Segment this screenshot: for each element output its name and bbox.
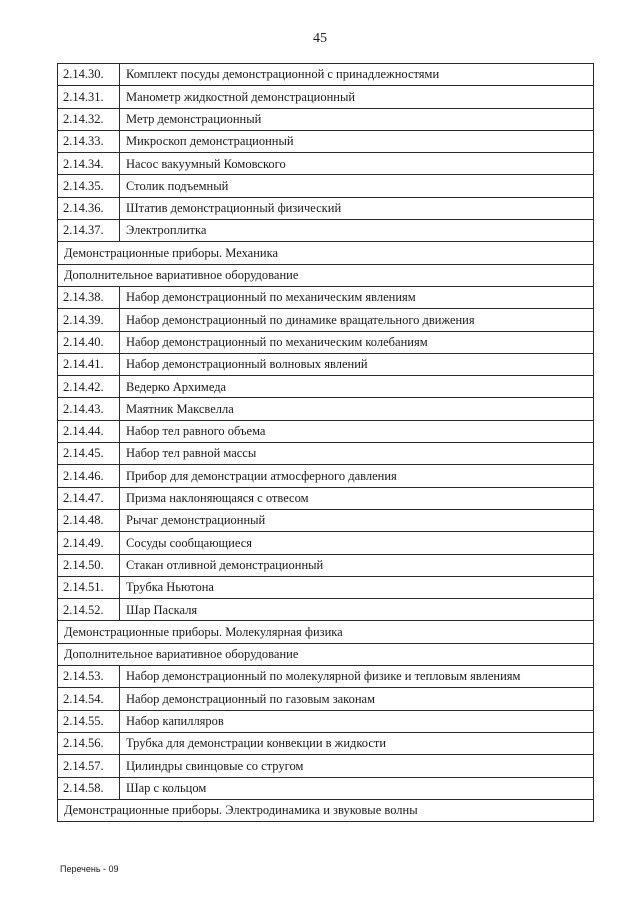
section-row [58,264,594,286]
table-row [58,688,594,710]
table-row [58,509,594,531]
item-name: Метр демонстрационный [120,108,594,130]
item-name: Призма наклоняющаяся с отвесом [120,487,594,509]
item-number: 2.14.50. [58,554,120,576]
item-number: 2.14.57. [58,755,120,777]
section-heading: Демонстрационные приборы. Электродинамика и звуковые волны [58,799,594,821]
table-row [58,86,594,108]
item-name: Цилиндры свинцовые со стругом [120,755,594,777]
table-row [58,353,594,375]
table-row [58,465,594,487]
section-heading: Демонстрационные приборы. Механика [58,242,594,264]
table-row [58,153,594,175]
item-number: 2.14.56. [58,732,120,754]
section-row [58,621,594,643]
item-name: Стакан отливной демонстрационный [120,554,594,576]
item-name: Столик подъемный [120,175,594,197]
equipment-table [57,63,594,822]
section-row [58,643,594,665]
table-row [58,755,594,777]
item-number: 2.14.58. [58,777,120,799]
item-name: Набор капилляров [120,710,594,732]
table-row [58,732,594,754]
item-name: Шар с кольцом [120,777,594,799]
item-name: Набор демонстрационный по механическим явлениям [120,286,594,308]
item-name: Рычаг демонстрационный [120,509,594,531]
item-number: 2.14.39. [58,309,120,331]
item-number: 2.14.38. [58,286,120,308]
item-number: 2.14.51. [58,576,120,598]
item-number: 2.14.48. [58,509,120,531]
page-footer: Перечень - 09 [60,864,119,874]
table-row [58,710,594,732]
item-name: Штатив демонстрационный физический [120,197,594,219]
table-row [58,197,594,219]
table-row [58,599,594,621]
table-row [58,286,594,308]
equipment-table-body [58,64,594,822]
item-number: 2.14.31. [58,86,120,108]
item-name: Набор тел равной массы [120,443,594,465]
item-name: Набор демонстрационный волновых явлений [120,353,594,375]
table-row [58,175,594,197]
item-name: Трубка Ньютона [120,576,594,598]
item-name: Набор демонстрационный по молекулярной физике и тепловым явлениям [120,666,594,688]
item-number: 2.14.46. [58,465,120,487]
table-row [58,220,594,242]
item-name: Трубка для демонстрации конвекции в жидкости [120,732,594,754]
table-row [58,487,594,509]
table-row [58,130,594,152]
item-number: 2.14.52. [58,599,120,621]
item-number: 2.14.37. [58,220,120,242]
item-number: 2.14.55. [58,710,120,732]
table-row [58,309,594,331]
item-name: Комплект посуды демонстрационной с принадлежностями [120,64,594,86]
table-row [58,532,594,554]
section-heading: Демонстрационные приборы. Молекулярная физика [58,621,594,643]
table-row [58,420,594,442]
item-number: 2.14.34. [58,153,120,175]
item-number: 2.14.33. [58,130,120,152]
item-name: Набор тел равного объема [120,420,594,442]
table-row [58,554,594,576]
section-row [58,242,594,264]
item-name: Шар Паскаля [120,599,594,621]
item-number: 2.14.54. [58,688,120,710]
item-name: Прибор для демонстрации атмосферного давления [120,465,594,487]
item-number: 2.14.32. [58,108,120,130]
item-name: Набор демонстрационный по механическим колебаниям [120,331,594,353]
item-number: 2.14.40. [58,331,120,353]
item-name: Насос вакуумный Комовского [120,153,594,175]
section-heading: Дополнительное вариативное оборудование [58,264,594,286]
item-name: Набор демонстрационный по газовым законам [120,688,594,710]
table-row [58,777,594,799]
item-number: 2.14.43. [58,398,120,420]
item-number: 2.14.44. [58,420,120,442]
item-name: Манометр жидкостной демонстрационный [120,86,594,108]
table-row [58,576,594,598]
table-row [58,376,594,398]
table-row [58,331,594,353]
page-number: 45 [313,31,327,46]
item-name: Набор демонстрационный по динамике вращательного движения [120,309,594,331]
item-number: 2.14.49. [58,532,120,554]
table-row [58,64,594,86]
item-number: 2.14.41. [58,353,120,375]
section-heading: Дополнительное вариативное оборудование [58,643,594,665]
item-number: 2.14.30. [58,64,120,86]
item-number: 2.14.53. [58,666,120,688]
item-name: Микроскоп демонстрационный [120,130,594,152]
table-row [58,398,594,420]
item-number: 2.14.42. [58,376,120,398]
table-row [58,666,594,688]
item-number: 2.14.47. [58,487,120,509]
item-number: 2.14.35. [58,175,120,197]
item-name: Ведерко Архимеда [120,376,594,398]
item-name: Электроплитка [120,220,594,242]
item-number: 2.14.45. [58,443,120,465]
item-number: 2.14.36. [58,197,120,219]
section-row [58,799,594,821]
table-row [58,443,594,465]
item-name: Маятник Максвелла [120,398,594,420]
item-name: Сосуды сообщающиеся [120,532,594,554]
table-row [58,108,594,130]
